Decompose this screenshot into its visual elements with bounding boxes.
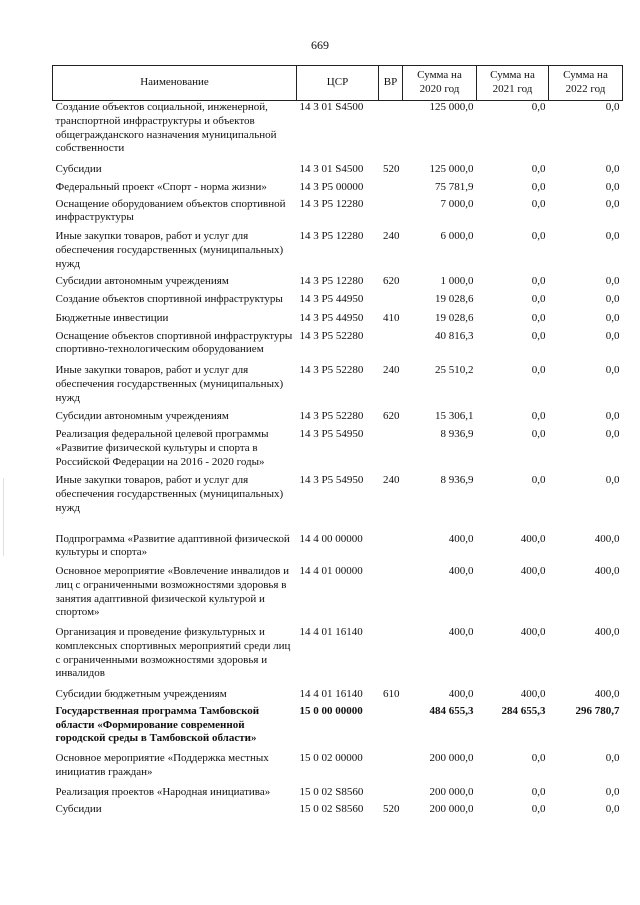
row-sum-2022: 400,0 <box>594 532 620 545</box>
row-name: Оснащение оборудованием объектов спортивной инфраструктуры <box>55 197 286 224</box>
row-sum-2022: 0,0 <box>605 293 620 305</box>
row-sum-2020: 200 000,0 <box>429 752 474 764</box>
row-csr: 14 3 P5 12280 <box>299 197 364 210</box>
row-csr: 14 3 P5 52280 <box>299 329 364 342</box>
row-sum-2021: 0,0 <box>531 180 546 193</box>
row-vr: 520 <box>383 163 400 175</box>
header-sum-2022: Сумма на 2022 год <box>549 66 623 101</box>
row-sum-2022: 0,0 <box>605 428 620 440</box>
row-sum-2022: 0,0 <box>605 329 620 342</box>
row-sum-2021: 0,0 <box>531 311 546 324</box>
row-sum-2021: 0,0 <box>531 163 546 175</box>
row-name: Основное мероприятие «Вовлечение инвалидов и лиц с ограниченными возможностями здоровья в занятия адаптивной физической культурой и спортом» <box>55 565 289 619</box>
row-csr: 14 4 00 00000 <box>299 532 363 545</box>
row-name: Иные закупки товаров, работ и услуг для обеспечения государственных (муниципальных) нужд <box>55 364 284 404</box>
row-vr: 620 <box>383 275 400 288</box>
row-name: Федеральный проект «Спорт - норма жизни» <box>55 180 267 193</box>
row-vr <box>379 565 403 626</box>
row-sum-2021: 284 655,3 <box>501 704 546 717</box>
row-name: Субсидии <box>55 163 102 175</box>
row-csr: 14 3 01 S4500 <box>299 101 364 113</box>
table-row <box>53 474 623 532</box>
row-vr <box>379 101 403 164</box>
row-vr <box>379 428 403 474</box>
table-row <box>53 293 623 312</box>
row-sum-2021: 0,0 <box>531 197 546 210</box>
row-vr: 520 <box>383 803 400 816</box>
row-name: Создание объектов спортивной инфраструктуры <box>55 293 283 305</box>
table-row <box>53 786 623 804</box>
row-sum-2022: 296 780,7 <box>575 704 620 717</box>
row-csr: 15 0 02 00000 <box>299 752 363 764</box>
budget-table <box>52 65 623 820</box>
row-name: Государственная программа Тамбовской области «Формирование современной городской среды в Тамбовской области» <box>55 704 260 745</box>
row-sum-2022: 0,0 <box>605 474 620 487</box>
row-sum-2021: 0,0 <box>531 752 546 764</box>
row-name: Субсидии автономным учреждениям <box>55 275 229 288</box>
row-sum-2020: 19 028,6 <box>435 293 474 305</box>
table-row <box>53 428 623 474</box>
page-number: 669 <box>311 38 329 52</box>
row-name: Иные закупки товаров, работ и услуг для обеспечения государственных (муниципальных) нужд <box>55 474 284 514</box>
row-sum-2020: 19 028,6 <box>435 311 474 324</box>
row-sum-2022: 0,0 <box>605 410 620 423</box>
row-vr <box>379 752 403 786</box>
row-vr <box>379 786 403 804</box>
row-sum-2020: 484 655,3 <box>429 704 474 717</box>
row-sum-2021: 0,0 <box>531 293 546 305</box>
row-vr: 410 <box>383 311 400 324</box>
row-sum-2020: 15 306,1 <box>435 410 474 423</box>
row-csr: 14 3 P5 52280 <box>299 364 364 376</box>
row-sum-2021: 400,0 <box>520 688 546 700</box>
row-name: Организация и проведение физкультурных и комплексных спортивных мероприятий среди лиц с ограниченными возможностями здоровья и инвалидов <box>55 626 291 680</box>
row-csr: 15 0 02 S8560 <box>299 803 364 816</box>
row-sum-2020: 125 000,0 <box>429 101 474 113</box>
row-sum-2020: 25 510,2 <box>435 364 474 376</box>
row-csr: 14 3 P5 54950 <box>299 428 364 440</box>
row-name: Бюджетные инвестиции <box>55 311 169 324</box>
row-name: Субсидии <box>55 803 102 816</box>
row-sum-2022: 0,0 <box>605 230 620 242</box>
row-sum-2021: 0,0 <box>531 803 546 816</box>
table-row <box>53 275 623 293</box>
row-sum-2021: 0,0 <box>531 785 546 798</box>
row-name: Оснащение объектов спортивной инфраструктуры спортивно-технологическим оборудованием <box>55 329 293 356</box>
row-csr: 14 3 01 S4500 <box>299 163 364 175</box>
table-row <box>53 163 623 181</box>
row-csr: 14 3 P5 12280 <box>299 230 364 242</box>
row-vr <box>379 181 403 198</box>
row-sum-2022: 0,0 <box>605 101 620 113</box>
table-row <box>53 705 623 752</box>
row-csr: 14 3 P5 54950 <box>299 474 364 487</box>
table-row <box>53 752 623 786</box>
row-sum-2020: 7 000,0 <box>440 197 474 210</box>
row-sum-2021: 0,0 <box>531 410 546 423</box>
row-sum-2021: 0,0 <box>531 474 546 487</box>
margin-scan-mark <box>3 478 9 556</box>
row-sum-2022: 0,0 <box>605 364 620 376</box>
row-name: Реализация проектов «Народная инициатива» <box>55 785 271 798</box>
table-row <box>53 688 623 705</box>
row-csr: 14 3 P5 12280 <box>299 275 364 288</box>
header-sum-2020: Сумма на 2020 год <box>403 66 477 101</box>
table-row <box>53 230 623 275</box>
row-sum-2020: 125 000,0 <box>429 163 474 175</box>
row-sum-2020: 400,0 <box>448 565 474 577</box>
row-name: Подпрограмма «Развитие адаптивной физической культуры и спорта» <box>55 532 290 559</box>
row-sum-2021: 0,0 <box>531 101 546 113</box>
row-sum-2020: 400,0 <box>448 688 474 700</box>
table-row <box>53 364 623 410</box>
row-vr <box>379 533 403 566</box>
row-csr: 14 4 01 16140 <box>299 626 363 638</box>
table-row <box>53 198 623 231</box>
row-vr <box>379 330 403 365</box>
row-vr: 240 <box>383 364 400 376</box>
header-name: Наименование <box>53 66 297 101</box>
table-row <box>53 101 623 164</box>
row-sum-2020: 75 781,9 <box>435 180 474 193</box>
row-sum-2020: 8 936,9 <box>440 428 474 440</box>
row-sum-2022: 0,0 <box>605 803 620 816</box>
row-vr: 240 <box>383 474 400 487</box>
row-sum-2020: 6 000,0 <box>440 230 474 242</box>
row-csr: 15 0 02 S8560 <box>299 785 364 798</box>
row-csr: 14 4 01 16140 <box>299 688 363 700</box>
row-sum-2020: 1 000,0 <box>440 275 474 288</box>
row-sum-2020: 40 816,3 <box>435 329 474 342</box>
row-sum-2022: 400,0 <box>594 626 620 638</box>
row-name: Основное мероприятие «Поддержка местных инициатив граждан» <box>55 752 269 778</box>
row-vr: 620 <box>383 410 400 423</box>
row-sum-2020: 200 000,0 <box>429 803 474 816</box>
row-sum-2021: 0,0 <box>531 275 546 288</box>
row-sum-2022: 0,0 <box>605 311 620 324</box>
row-csr: 14 3 P5 52280 <box>299 410 364 423</box>
table-row <box>53 626 623 688</box>
table-row <box>53 565 623 626</box>
row-vr <box>379 626 403 688</box>
row-sum-2021: 400,0 <box>520 565 546 577</box>
table-row <box>53 330 623 365</box>
row-name: Иные закупки товаров, работ и услуг для обеспечения государственных (муниципальных) нужд <box>55 230 284 270</box>
row-sum-2021: 400,0 <box>520 532 546 545</box>
row-name: Создание объектов социальной, инженерной, транспортной инфраструктуры и объектов общегражданского назначения муниципальной собственности <box>55 101 277 155</box>
row-vr <box>379 198 403 231</box>
row-sum-2021: 0,0 <box>531 364 546 376</box>
header-sum-2021: Сумма на 2021 год <box>477 66 549 101</box>
header-csr: ЦСР <box>297 66 379 101</box>
row-name: Субсидии бюджетным учреждениям <box>55 688 227 700</box>
row-name: Субсидии автономным учреждениям <box>55 410 229 423</box>
table-row <box>53 410 623 428</box>
row-sum-2020: 400,0 <box>448 532 474 545</box>
table-row <box>53 533 623 566</box>
table-row <box>53 181 623 198</box>
row-sum-2021: 0,0 <box>531 329 546 342</box>
row-sum-2020: 8 936,9 <box>440 474 474 487</box>
row-sum-2020: 400,0 <box>448 626 474 638</box>
row-sum-2022: 0,0 <box>605 275 620 288</box>
row-sum-2022: 400,0 <box>594 688 620 700</box>
header-vr: ВР <box>379 66 403 101</box>
row-csr: 14 3 P5 00000 <box>299 180 364 193</box>
row-vr: 610 <box>383 688 400 700</box>
row-sum-2022: 400,0 <box>594 565 620 577</box>
row-sum-2022: 0,0 <box>605 785 620 798</box>
row-csr: 14 4 01 00000 <box>299 565 363 577</box>
row-vr: 240 <box>383 230 400 242</box>
row-sum-2022: 0,0 <box>605 752 620 764</box>
row-sum-2021: 0,0 <box>531 230 546 242</box>
row-sum-2022: 0,0 <box>605 180 620 193</box>
row-name: Реализация федеральной целевой программы «Развитие физической культуры и спорта в Российской Федерации на 2016 - 2020 годы» <box>55 428 269 468</box>
table-header-row <box>53 66 623 101</box>
row-vr <box>379 705 403 752</box>
row-sum-2020: 200 000,0 <box>429 785 474 798</box>
row-csr: 15 0 00 00000 <box>299 704 363 717</box>
row-sum-2021: 0,0 <box>531 428 546 440</box>
table-row <box>53 803 623 820</box>
row-sum-2022: 0,0 <box>605 197 620 210</box>
row-csr: 14 3 P5 44950 <box>299 293 364 305</box>
row-sum-2022: 0,0 <box>605 163 620 175</box>
row-csr: 14 3 P5 44950 <box>299 311 364 324</box>
row-vr <box>379 293 403 312</box>
row-sum-2021: 400,0 <box>520 626 546 638</box>
table-row <box>53 312 623 330</box>
